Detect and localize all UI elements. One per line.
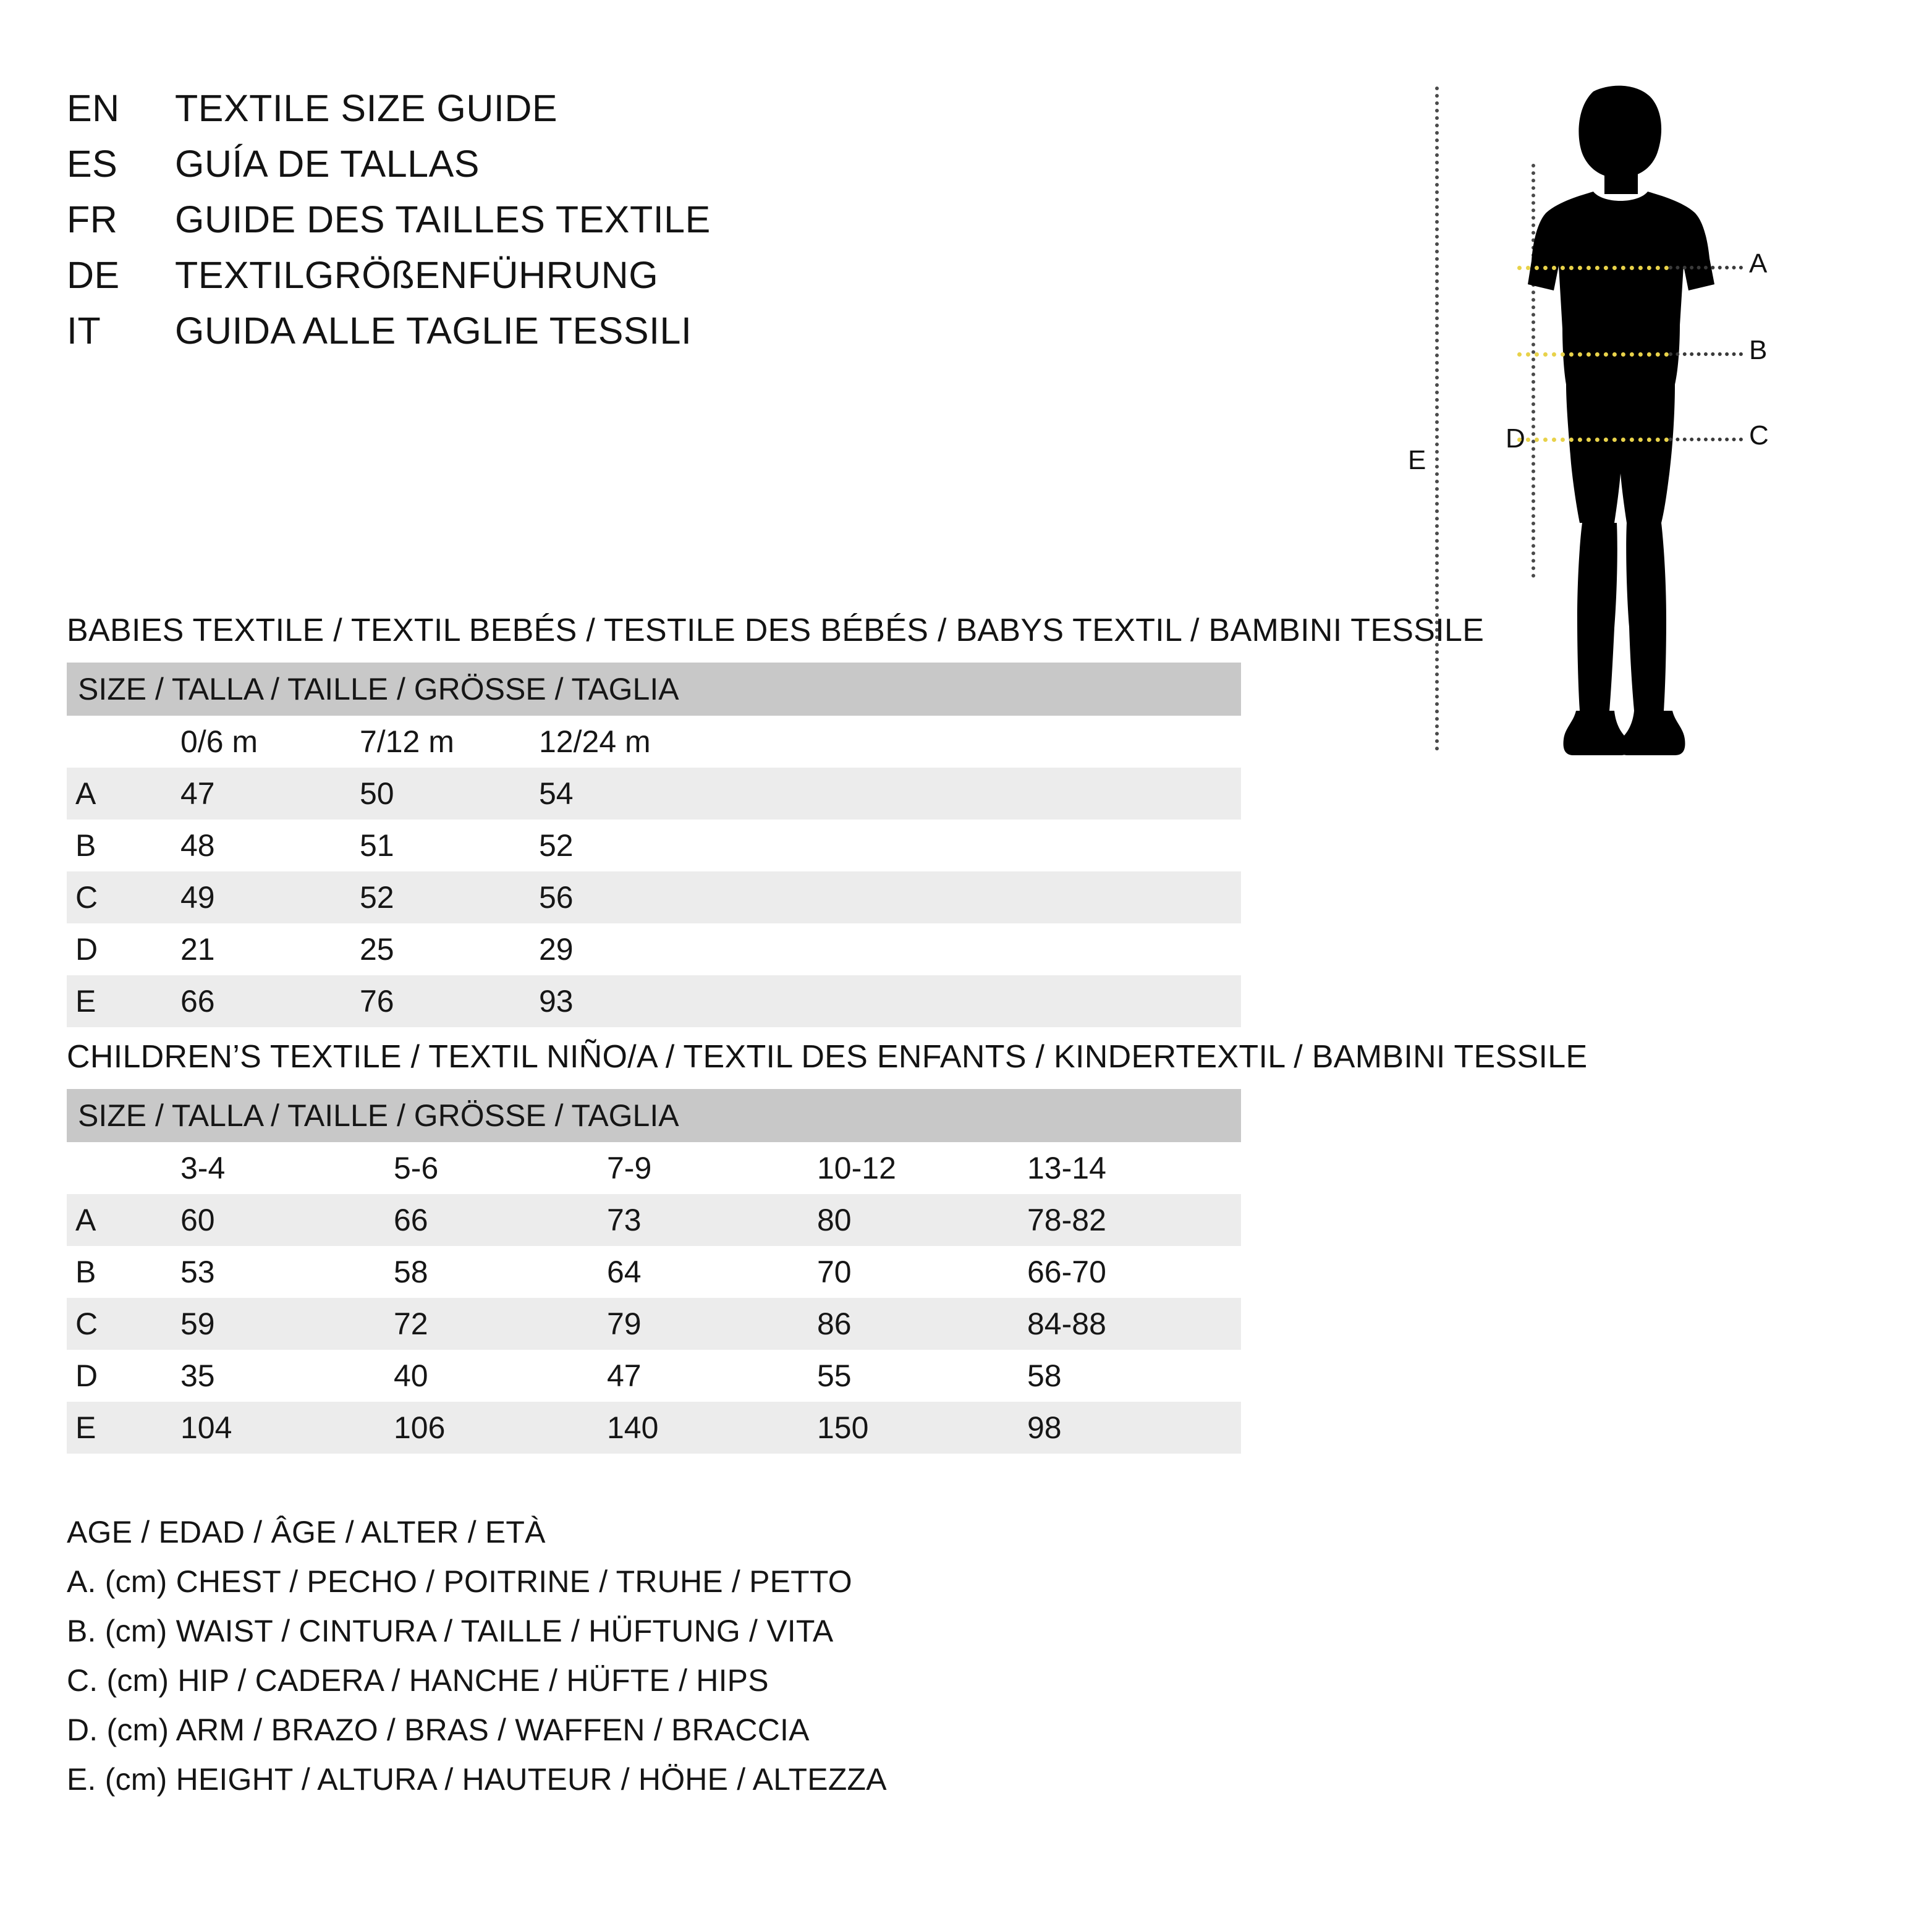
children-cell-e-3: 150 [808,1402,1019,1454]
babies-column-0: 0/6 m [172,716,351,768]
babies-header-filler [710,716,1241,768]
babies-section [67,612,1513,1027]
children-cell-a-2: 73 [598,1194,808,1246]
children-cell-d-2: 47 [598,1350,808,1402]
babies-row-label-c: C [67,871,172,923]
children-cell-b-1: 58 [385,1246,598,1298]
babies-column-2: 12/24 m [530,716,710,768]
language-title-es: GUÍA DE TALLAS [175,143,480,185]
figure-label-b: B [1749,335,1768,365]
language-row-es [67,142,870,198]
figure-label-d: D [1506,423,1525,454]
babies-cell-b-0: 48 [172,820,351,871]
children-row-label-a: A [67,1194,172,1246]
children-cell-a-3: 80 [808,1194,1019,1246]
babies-cell-c-2: 56 [530,871,710,923]
children-cell-e-4: 98 [1019,1402,1241,1454]
babies-row-filler-a [710,768,1241,820]
hip-measure-line [1517,438,1669,442]
language-title-list [67,87,870,365]
language-row-fr [67,198,870,253]
children-cell-d-0: 35 [172,1350,385,1402]
legend-line-chest: A. (cm) CHEST / PECHO / POITRINE / TRUHE / PETTO [67,1564,852,1599]
child-silhouette-icon [1489,80,1749,760]
babies-header-corner [67,716,172,768]
children-cell-c-4: 84-88 [1019,1298,1241,1350]
babies-row-label-a: A [67,768,172,820]
children-cell-c-1: 72 [385,1298,598,1350]
children-cell-b-3: 70 [808,1246,1019,1298]
babies-cell-e-1: 76 [351,975,530,1027]
chest-measure-line [1517,266,1669,270]
babies-cell-d-0: 21 [172,923,351,975]
children-cell-a-0: 60 [172,1194,385,1246]
children-cell-a-1: 66 [385,1194,598,1246]
babies-cell-b-1: 51 [351,820,530,871]
children-cell-e-1: 106 [385,1402,598,1454]
table-row [67,1402,1241,1454]
children-size-table [67,1089,1241,1454]
babies-row-label-d: D [67,923,172,975]
children-row-label-e: E [67,1402,172,1454]
children-row-label-c: C [67,1298,172,1350]
table-row [67,1298,1241,1350]
table-row [67,1350,1241,1402]
babies-row-filler-e [710,975,1241,1027]
language-title-en: TEXTILE SIZE GUIDE [175,87,558,129]
children-cell-d-4: 58 [1019,1350,1241,1402]
children-cell-d-3: 55 [808,1350,1019,1402]
children-cell-c-3: 86 [808,1298,1019,1350]
language-code-en: EN [67,87,120,129]
babies-cell-e-2: 93 [530,975,710,1027]
legend-line-age: AGE / EDAD / ÂGE / ALTER / ETÀ [67,1515,546,1549]
figure-label-a: A [1749,248,1768,279]
babies-cell-e-0: 66 [172,975,351,1027]
table-row [67,923,1241,975]
chest-leader-line [1669,266,1743,269]
babies-table-band-label: SIZE / TALLA / TAILLE / GRÖSSE / TAGLIA [67,663,1241,716]
babies-table-band-row [67,663,1241,716]
table-row [67,820,1241,871]
babies-row-label-b: B [67,820,172,871]
children-column-2: 7-9 [598,1142,808,1194]
hip-leader-line [1669,438,1743,441]
language-title-fr: GUIDE DES TAILLES TEXTILE [175,198,711,240]
children-cell-c-0: 59 [172,1298,385,1350]
children-cell-a-4: 78-82 [1019,1194,1241,1246]
babies-cell-a-0: 47 [172,768,351,820]
language-title-de: TEXTILGRÖßENFÜHRUNG [175,254,659,296]
language-row-en [67,87,870,142]
children-header-corner [67,1142,172,1194]
babies-cell-d-2: 29 [530,923,710,975]
babies-row-label-e: E [67,975,172,1027]
babies-section-title: BABIES TEXTILE / TEXTIL BEBÉS / TESTILE DES BÉBÉS / BABYS TEXTIL / BAMBINI TESSILE [67,612,1485,648]
language-code-fr: FR [67,198,118,240]
table-row [67,1194,1241,1246]
children-section-title: CHILDREN’S TEXTILE / TEXTIL NIÑO/A / TEXTIL DES ENFANTS / KINDERTEXTIL / BAMBINI TESSILE [67,1039,1588,1075]
babies-row-filler-c [710,871,1241,923]
legend-line-waist: B. (cm) WAIST / CINTURA / TAILLE / HÜFTUNG / VITA [67,1614,834,1648]
babies-row-filler-b [710,820,1241,871]
legend-line-height: E. (cm) HEIGHT / ALTURA / HAUTEUR / HÖHE / ALTEZZA [67,1762,887,1797]
children-column-0: 3-4 [172,1142,385,1194]
waist-leader-line [1669,352,1743,356]
table-row [67,871,1241,923]
babies-cell-a-1: 50 [351,768,530,820]
children-section [67,1038,1588,1454]
children-cell-b-0: 53 [172,1246,385,1298]
children-cell-c-2: 79 [598,1298,808,1350]
language-row-de [67,253,870,309]
language-code-es: ES [67,143,118,185]
children-table-header-row [67,1142,1241,1194]
language-code-it: IT [67,310,101,352]
babies-table-header-row [67,716,1241,768]
children-row-label-b: B [67,1246,172,1298]
children-cell-b-2: 64 [598,1246,808,1298]
children-cell-b-4: 66-70 [1019,1246,1241,1298]
language-code-de: DE [67,254,120,296]
table-row [67,975,1241,1027]
measurement-legend [67,1514,1303,1811]
waist-measure-line [1517,352,1669,357]
language-row-it [67,309,870,365]
children-column-1: 5-6 [385,1142,598,1194]
babies-cell-a-2: 54 [530,768,710,820]
language-title-it: GUIDA ALLE TAGLIE TESSILI [175,310,692,352]
babies-row-filler-d [710,923,1241,975]
babies-size-table [67,663,1241,1027]
children-column-4: 13-14 [1019,1142,1241,1194]
children-table-band-label: SIZE / TALLA / TAILLE / GRÖSSE / TAGLIA [67,1089,1241,1142]
figure-label-c: C [1749,420,1769,451]
children-row-label-d: D [67,1350,172,1402]
children-cell-e-0: 104 [172,1402,385,1454]
babies-cell-c-0: 49 [172,871,351,923]
children-column-3: 10-12 [808,1142,1019,1194]
babies-cell-b-2: 52 [530,820,710,871]
figure-label-e: E [1408,445,1426,475]
babies-column-1: 7/12 m [351,716,530,768]
legend-line-arm: D. (cm) ARM / BRAZO / BRAS / WAFFEN / BRACCIA [67,1713,810,1747]
children-cell-d-1: 40 [385,1350,598,1402]
babies-cell-c-1: 52 [351,871,530,923]
babies-cell-d-1: 25 [351,923,530,975]
children-table-band-row [67,1089,1241,1142]
table-row [67,1246,1241,1298]
legend-line-hip: C. (cm) HIP / CADERA / HANCHE / HÜFTE / HIPS [67,1663,769,1698]
children-cell-e-2: 140 [598,1402,808,1454]
table-row [67,768,1241,820]
